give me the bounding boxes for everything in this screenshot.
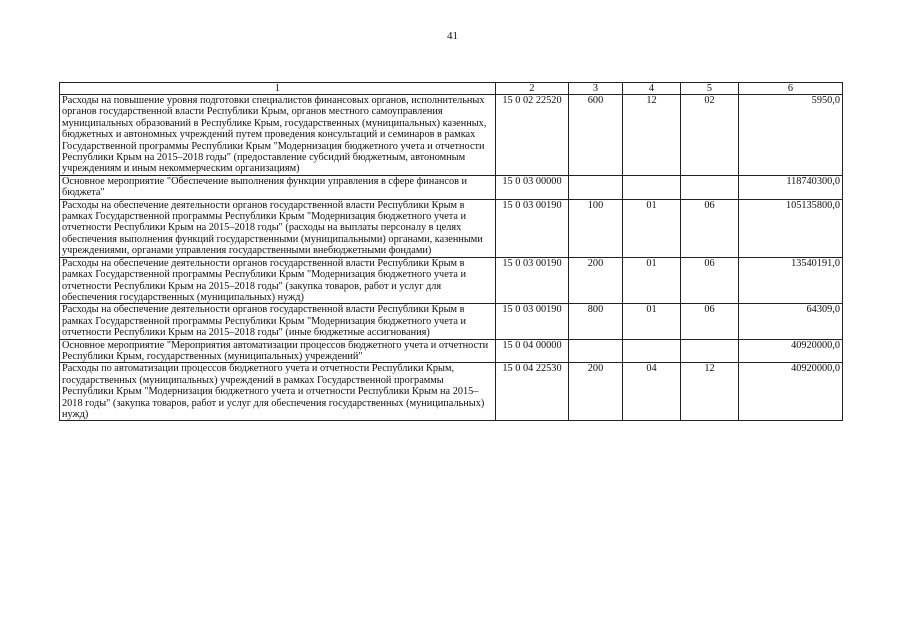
table-row xyxy=(60,257,843,304)
table-row xyxy=(60,339,843,363)
expense-type-code: 600 xyxy=(569,95,623,176)
expense-name: Основное мероприятие "Мероприятия автоматизации процессов бюджетного учета и отчетности Республики Крым, государственных (муниципальных) учреждений" xyxy=(60,339,496,363)
amount: 118740300,0 xyxy=(739,175,843,199)
target-code: 15 0 03 00190 xyxy=(496,199,569,257)
target-code: 15 0 02 22520 xyxy=(496,95,569,176)
column-header-2: 2 xyxy=(496,83,569,95)
expense-type-code: 800 xyxy=(569,304,623,339)
section-code xyxy=(623,175,681,199)
table-row xyxy=(60,95,843,176)
table-row xyxy=(60,363,843,421)
column-header-6: 6 xyxy=(739,83,843,95)
expense-name: Расходы на обеспечение деятельности органов государственной власти Республики Крым в рамках Государственной программы Республики Крым "Модернизация бюджетного учета и отчетности Республики Крым на 2015–2018 годы" (расходы на выплаты персоналу в целях обеспечения выполнения функций государственными (муниципальными) органами, казенными учреждениями, органами управления государственными внебюджетными фондами) xyxy=(60,199,496,257)
expense-name: Расходы по автоматизации процессов бюджетного учета и отчетности Республики Крым, государственных (муниципальных) учреждений в рамках Государственной программы Республики Крым "Модернизация бюджетного учета и отчетности Республики Крым на 2015–2018 годы" (закупка товаров, работ и услуг для обеспечения государственных (муниципальных) нужд) xyxy=(60,363,496,421)
amount: 13540191,0 xyxy=(739,257,843,304)
column-header-5: 5 xyxy=(681,83,739,95)
subsection-code: 06 xyxy=(681,304,739,339)
expense-name: Расходы на обеспечение деятельности органов государственной власти Республики Крым в рамках Государственной программы Республики Крым "Модернизация бюджетного учета и отчетности Республики Крым на 2015–2018 годы" (закупка товаров, работ и услуг для обеспечения государственных (муниципальных) нужд) xyxy=(60,257,496,304)
target-code: 15 0 03 00000 xyxy=(496,175,569,199)
amount: 40920000,0 xyxy=(739,339,843,363)
table-row xyxy=(60,175,843,199)
page-number: 41 xyxy=(447,30,458,42)
column-header-4: 4 xyxy=(623,83,681,95)
section-code: 04 xyxy=(623,363,681,421)
subsection-code: 12 xyxy=(681,363,739,421)
expense-type-code: 200 xyxy=(569,257,623,304)
expense-name: Основное мероприятие "Обеспечение выполнения функции управления в сфере финансов и бюджета" xyxy=(60,175,496,199)
expense-type-code: 200 xyxy=(569,363,623,421)
budget-table xyxy=(59,82,843,421)
section-code: 01 xyxy=(623,199,681,257)
subsection-code xyxy=(681,175,739,199)
amount: 105135800,0 xyxy=(739,199,843,257)
expense-name: Расходы на повышение уровня подготовки специалистов финансовых органов, исполнительных органов государственной власти Республики Крым, органов местного самоуправления муниципальных образований в Республике Крым, государственных (муниципальных) казенных, бюджетных и автономных учреждений путем проведения консультаций и семинаров в рамках Государственной программы Республики Крым "Модернизация бюджетного учета и отчетности Республики Крым на 2015–2018 годы" (предоставление субсидий бюджетным, автономным учреждениям и иным некоммерческим организациям) xyxy=(60,95,496,176)
section-code: 01 xyxy=(623,304,681,339)
target-code: 15 0 03 00190 xyxy=(496,257,569,304)
target-code: 15 0 04 22530 xyxy=(496,363,569,421)
table-header-row xyxy=(60,83,843,95)
subsection-code: 06 xyxy=(681,257,739,304)
section-code xyxy=(623,339,681,363)
subsection-code: 06 xyxy=(681,199,739,257)
amount: 40920000,0 xyxy=(739,363,843,421)
column-header-3: 3 xyxy=(569,83,623,95)
target-code: 15 0 04 00000 xyxy=(496,339,569,363)
expense-name: Расходы на обеспечение деятельности органов государственной власти Республики Крым в рамках Государственной программы Республики Крым "Модернизация бюджетного учета и отчетности Республики Крым на 2015–2018 годы" (иные бюджетные ассигнования) xyxy=(60,304,496,339)
expense-type-code xyxy=(569,175,623,199)
expense-type-code: 100 xyxy=(569,199,623,257)
subsection-code xyxy=(681,339,739,363)
amount: 64309,0 xyxy=(739,304,843,339)
expense-type-code xyxy=(569,339,623,363)
table-row xyxy=(60,199,843,257)
amount: 5950,0 xyxy=(739,95,843,176)
section-code: 01 xyxy=(623,257,681,304)
subsection-code: 02 xyxy=(681,95,739,176)
section-code: 12 xyxy=(623,95,681,176)
table-row xyxy=(60,304,843,339)
target-code: 15 0 03 00190 xyxy=(496,304,569,339)
column-header-1: 1 xyxy=(60,83,496,95)
